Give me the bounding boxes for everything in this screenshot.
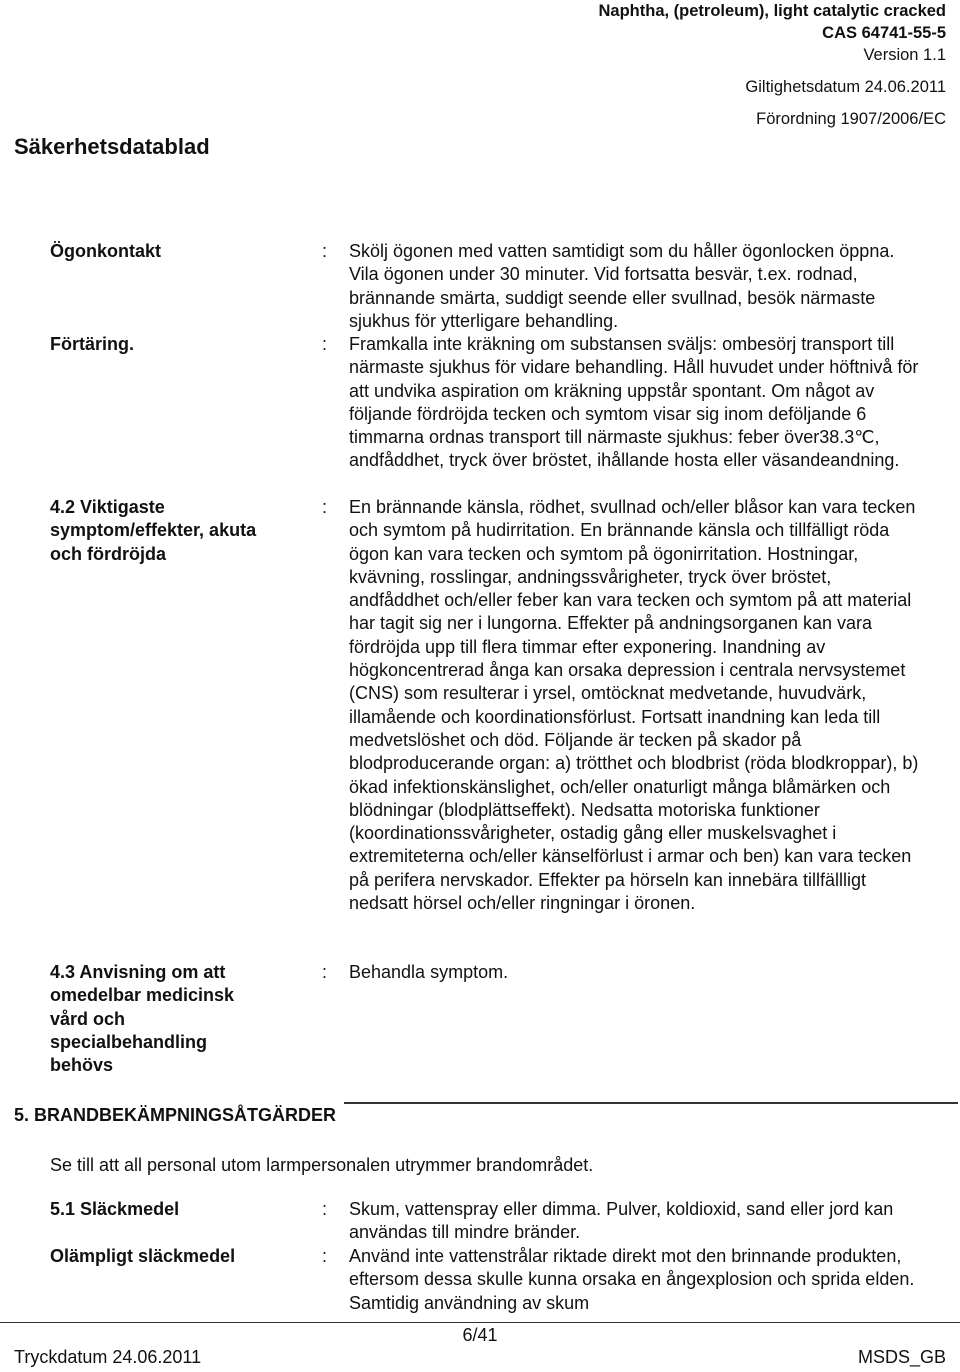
document-header: [599, 0, 947, 130]
row-separator: :: [322, 241, 328, 261]
row-label: 5.1 Släckmedel: [50, 1199, 180, 1219]
row-separator: :: [322, 334, 328, 354]
page-number: 6/41: [462, 1325, 498, 1345]
validity-date: Giltighetsdatum 24.06.2011: [745, 78, 946, 96]
row-separator: :: [322, 1199, 328, 1219]
row-label: Olämpligt släckmedel: [50, 1246, 236, 1266]
version: Version 1.1: [863, 46, 946, 64]
regulation: Förordning 1907/2006/EC: [756, 110, 946, 128]
row-text: Skum, vattenspray eller dimma. Pulver, koldioxid, sand eller jord kan användas till mindre bränder.: [349, 1199, 894, 1243]
section-divider: [344, 1102, 958, 1104]
row-separator: :: [322, 1246, 328, 1266]
row-separator: :: [322, 962, 328, 982]
footer-divider: [0, 1322, 960, 1323]
row-text: Skölj ögonen med vatten samtidigt som du håller ögonlocken öppna. Vila ögonen under 30 minuter. Vid fortsatta besvär, t.ex. rodnad, brännande smärta, suddigt seende eller svullnad, besök närmaste sjukhus för ytterligare behandling.: [349, 241, 895, 331]
row-text: Framkalla inte kräkning om substansen sväljs: ombesörj transport till närmaste sjukhus för vidare behandling. Håll huvudet under höftnivå för att undvika aspiration om kräkning uppstår spontant. Om något av följande fördröjda tecken och symtom visar sig inom deföljande 6 timmarna ordnas transport till närmaste sjukhus: feber över38.3℃, andfåddhet, tryck över bröstet, ihållande hosta eller väsandeandning.: [349, 334, 919, 471]
print-date: Tryckdatum 24.06.2011: [14, 1347, 202, 1367]
row-text: Behandla symptom.: [349, 962, 509, 982]
cas-number: CAS 64741-55-5: [822, 24, 946, 42]
row-label: Ögonkontakt: [50, 241, 161, 261]
row-text: Använd inte vattenstrålar riktade direkt mot den brinnande produkten, eftersom dessa skulle kunna orsaka en ångexplosion och sprida elden. Samtidig användning av skum: [349, 1246, 915, 1313]
row-label: Förtäring.: [50, 334, 134, 354]
section-intro: Se till att all personal utom larmpersonalen utrymmer brandområdet.: [50, 1155, 594, 1175]
section-title: 5. BRANDBEKÄMPNINGSÅTGÄRDER: [14, 1105, 337, 1125]
document-title: Säkerhetsdatablad: [14, 134, 210, 159]
row-label: 4.2 Viktigaste symptom/effekter, akuta och fördröjda: [50, 497, 257, 564]
row-separator: :: [322, 497, 328, 517]
row-text: En brännande känsla, rödhet, svullnad och/eller blåsor kan vara tecken och symtom på hudirritation. En brännande känsla och tillfälligt röda ögon kan vara tecken och symtom på ögonirritation. Hostningar, kvävning, rosslingar, andningssvårigheter, tryck över bröstet, andfåddhet och/eller feber kan vara tecken och symtom på att material har tagit sig ner i lungorna. Effekter på andningsorganen kan vara fördröjda upp till flera timmar efter exponering. Inandning av högkoncentrerad ånga kan orsaka depression i centrala nervsystemet (CNS) som resulterar i yrsel, omtöcknat medvetande, huvudvärk, illamående och koordinationsförlust. Fortsatt inandning kan leda till medvetslöshet och död. Följande är tecken på skador på blodproducerande organ: a) trötthet och blodbrist (röda blodkroppar), b) ökad infektionskänslighet, och/eller onaturligt många blåmärken och blödningar (blodplättseffekt). Nedsatta motoriska funktioner (koordinationssvårigheter, ostadig gång eller muskelsvaghet i extremiteterna och/eller känselförlust i armar och ben) kan vara tecken på perifera nervskador. Effekter pa hörseln kan innebära tillfällligt nedsatt hörsel och/eller ringningar i öronen.: [349, 497, 919, 914]
row-label: 4.3 Anvisning om att omedelbar medicinsk vård och specialbehandling behövs: [50, 962, 235, 1076]
document-code: MSDS_GB: [857, 1347, 946, 1367]
product-name: Naphtha, (petroleum), light catalytic cracked: [598, 2, 946, 20]
